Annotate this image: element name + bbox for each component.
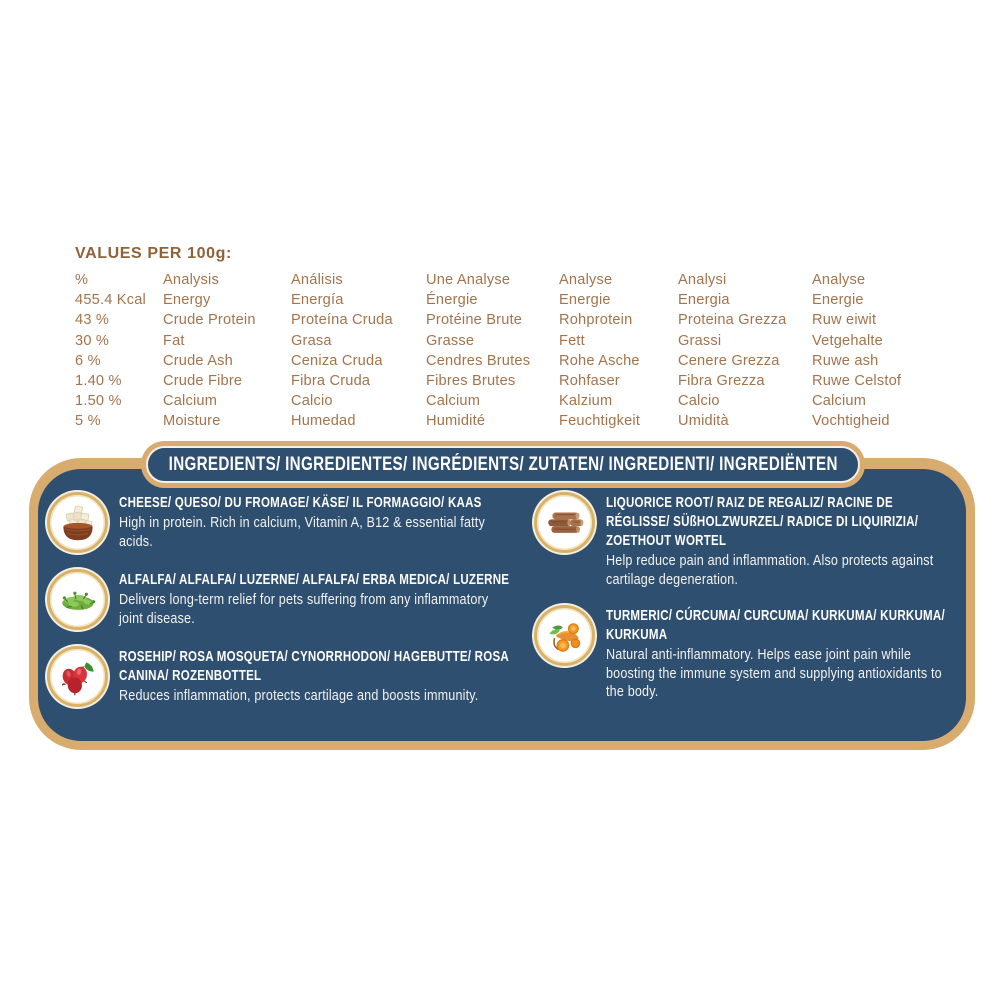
ingredient-heading: TURMERIC/ CÚRCUMA/ CURCUMA/ KURKUMA/ KURKUMA/ KURKUMA	[606, 607, 945, 643]
table-cell: Ruw eiwit	[812, 312, 877, 329]
table-cell: Calcium	[163, 393, 218, 410]
table-cell: 43 %	[75, 312, 110, 329]
table-cell: Energía	[291, 292, 344, 309]
ingredient-description: Help reduce pain and inflammation. Also protects against cartilage degeneration.	[606, 552, 934, 588]
ingredient-item-liquorice	[534, 492, 948, 589]
table-cell: Fat	[163, 332, 185, 349]
table-cell: Humedad	[291, 413, 356, 430]
liquorice-root-icon	[534, 492, 595, 553]
table-cell: Análisis	[291, 272, 343, 288]
table-cell: Energie	[812, 292, 864, 309]
table-cell: Vetgehalte	[812, 332, 883, 349]
table-cell: Fibra Cruda	[291, 372, 371, 389]
table-cell: Fett	[559, 332, 585, 349]
table-cell: 30 %	[75, 332, 110, 349]
rosehip-icon	[47, 646, 108, 707]
values-table-grid	[75, 272, 945, 434]
values-table-title: VALUES PER 100g:	[75, 245, 232, 262]
ingredient-text-cheese	[119, 492, 511, 553]
table-cell: Rohfaser	[559, 372, 620, 389]
table-cell: Analysi	[678, 272, 727, 288]
table-cell: Crude Ash	[163, 352, 233, 369]
table-cell: Cendres Brutes	[426, 352, 531, 369]
turmeric-icon	[534, 605, 595, 666]
ingredient-text-liquorice	[606, 492, 948, 589]
ingredient-item-rosehip	[47, 646, 511, 707]
ingredients-column-right	[534, 492, 948, 718]
ingredient-description: Delivers long-term relief for pets suffering from any inflammatory joint disease.	[119, 591, 489, 627]
table-cell: Energy	[163, 292, 211, 309]
table-cell: Analyse	[812, 272, 866, 288]
table-cell: Ruwe ash	[812, 352, 879, 369]
values-table	[75, 245, 945, 434]
table-cell: Humidité	[426, 413, 486, 430]
table-cell: Proteina Grezza	[678, 312, 787, 329]
table-cell: Calcium	[426, 393, 481, 410]
table-cell: Energia	[678, 292, 730, 309]
table-cell: %	[75, 272, 89, 288]
alfalfa-icon	[47, 569, 108, 630]
ingredient-item-turmeric	[534, 605, 948, 702]
table-cell: Crude Fibre	[163, 372, 243, 389]
table-cell: 5 %	[75, 413, 101, 430]
table-cell: Proteína Cruda	[291, 312, 393, 329]
ingredients-banner-text: INGREDIENTS/ INGREDIENTES/ INGRÉDIENTS/ ZUTATEN/ INGREDIENTI/ INGREDIËNTEN	[168, 453, 838, 475]
table-cell: Grassi	[678, 332, 722, 349]
ingredients-banner	[146, 446, 860, 483]
table-cell: Analysis	[163, 272, 219, 288]
ingredient-text-alfalfa	[119, 569, 511, 630]
cheese-icon	[47, 492, 108, 553]
table-cell: Énergie	[426, 292, 478, 309]
table-cell: Grasse	[426, 332, 475, 349]
table-cell: Une Analyse	[426, 272, 511, 288]
table-cell: Fibres Brutes	[426, 372, 516, 389]
table-cell: Umidità	[678, 413, 729, 430]
ingredient-text-rosehip	[119, 646, 511, 707]
ingredient-heading: CHEESE/ QUESO/ DU FROMAGE/ KÄSE/ IL FORMAGGIO/ KAAS	[119, 494, 482, 511]
table-cell: Calcio	[678, 393, 720, 410]
ingredient-description: Reduces inflammation, protects cartilage and boosts immunity.	[119, 687, 479, 704]
table-cell: 6 %	[75, 352, 101, 369]
ingredient-description: Natural anti-inflammatory. Helps ease joint pain while boosting the immune system and supplying antioxidants to the body.	[606, 646, 942, 700]
table-cell: 1.50 %	[75, 393, 122, 410]
table-cell: 455.4 Kcal	[75, 292, 146, 309]
table-cell: Feuchtigkeit	[559, 413, 641, 430]
table-cell: Analyse	[559, 272, 613, 288]
table-cell: Rohe Asche	[559, 352, 640, 369]
table-cell: Moisture	[163, 413, 221, 430]
table-cell: 1.40 %	[75, 372, 122, 389]
table-cell: Crude Protein	[163, 312, 256, 329]
table-cell: Grasa	[291, 332, 332, 349]
ingredient-text-turmeric	[606, 605, 948, 702]
table-cell: Calcium	[812, 393, 867, 410]
table-cell: Ruwe Celstof	[812, 372, 902, 389]
ingredient-heading: LIQUORICE ROOT/ RAIZ DE REGALIZ/ RACINE DE RÉGLISSE/ SÜßHOLZWURZEL/ RADICE DI LIQUIRIZIA/ ZOETHOUT WORTEL	[606, 494, 919, 549]
ingredients-column-left	[47, 492, 511, 723]
ingredient-item-cheese	[47, 492, 511, 553]
ingredient-item-alfalfa	[47, 569, 511, 630]
table-cell: Protéine Brute	[426, 312, 523, 329]
table-cell: Fibra Grezza	[678, 372, 765, 389]
ingredient-description: High in protein. Rich in calcium, Vitamin A, B12 & essential fatty acids.	[119, 514, 485, 550]
table-cell: Rohprotein	[559, 312, 633, 329]
ingredient-heading: ROSEHIP/ ROSA MOSQUETA/ CYNORRHODON/ HAGEBUTTE/ ROSA CANINA/ ROZENBOTTEL	[119, 648, 509, 684]
table-cell: Ceniza Cruda	[291, 352, 383, 369]
table-cell: Cenere Grezza	[678, 352, 780, 369]
table-cell: Energie	[559, 292, 611, 309]
table-cell: Vochtigheid	[812, 413, 890, 430]
table-cell: Kalzium	[559, 393, 613, 410]
table-cell: Calcio	[291, 393, 333, 410]
ingredient-heading: ALFALFA/ ALFALFA/ LUZERNE/ ALFALFA/ ERBA MEDICA/ LUZERNE	[119, 571, 510, 588]
